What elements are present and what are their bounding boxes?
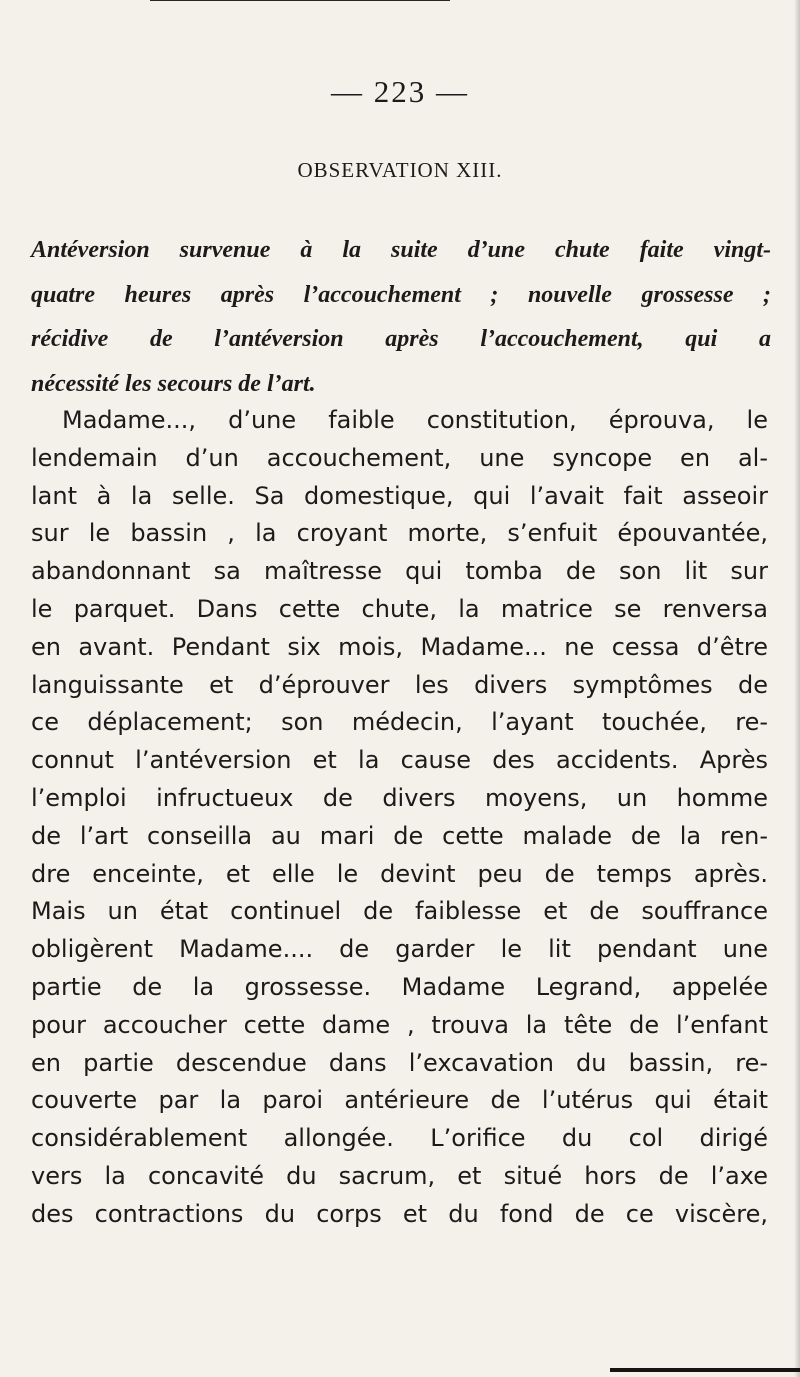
body-line: partie de la grossesse. Madame Legrand, appelée [31,972,768,1001]
observation-title: OBSERVATION XIII. [297,158,503,182]
body-line: vers la concavité du sacrum, et situé hors de l’axe [31,1161,768,1190]
body-line: ce déplacement; son médecin, l’ayant touchée, re- [31,708,768,737]
body-line: dre enceinte, et elle le devint peu de temps après. [31,859,768,888]
heading-line: nécessité les secours de l’art. [31,370,316,397]
body-line: des contractions du corps et du fond de ce viscère, [31,1199,768,1228]
body-line: en partie descendue dans l’excavation du bassin, re- [31,1048,768,1077]
body-line: lendemain d’un accouchement, une syncope en al- [31,443,768,472]
body-line: Mais un état continuel de faiblesse et de souffrance [31,897,768,926]
body-line: languissante et d’éprouver les divers symptômes de [31,670,768,699]
page-number: — 223 — [331,74,469,109]
body-line: en avant. Pendant six mois, Madame... ne cessa d’être [31,632,768,661]
body-line: le parquet. Dans cette chute, la matrice se renversa [31,594,768,623]
heading-line: quatre heures après l’accouchement ; nouvelle grossesse ; [31,281,771,308]
body-line: de l’art conseilla au mari de cette malade de la ren- [31,821,768,850]
page-edge-shadow [794,0,800,1377]
body-line: obligèrent Madame.... de garder le lit pendant une [31,935,768,964]
body-line: couverte par la paroi antérieure de l’utérus qui était [31,1086,768,1115]
heading-line: récidive de l’antéversion après l’accouchement, qui a [31,326,771,352]
body-line: sur le bassin , la croyant morte, s’enfuit épouvantée, [31,519,768,548]
body-line: lant à la selle. Sa domestique, qui l’avait fait asseoir [31,481,768,510]
body-line: Madame..., d’une faible constitution, éprouva, le [62,406,768,434]
body-line: connut l’antéversion et la cause des accidents. Après [31,746,768,775]
scan-top-mark [150,0,450,1]
scan-bottom-mark [610,1368,800,1372]
body-line: considérablement allongée. L’orifice du col dirigé [31,1124,768,1153]
body-line: abandonnant sa maîtresse qui tomba de son lit sur [31,557,768,586]
body-paragraph [31,402,768,1234]
body-line: pour accoucher cette dame , trouva la tête de l’enfant [31,1010,768,1039]
heading-line: Antéversion survenue à la suite d’une chute faite vingt- [31,237,771,263]
observation-heading [31,228,771,406]
body-line: l’emploi infructueux de divers moyens, un homme [31,783,768,812]
